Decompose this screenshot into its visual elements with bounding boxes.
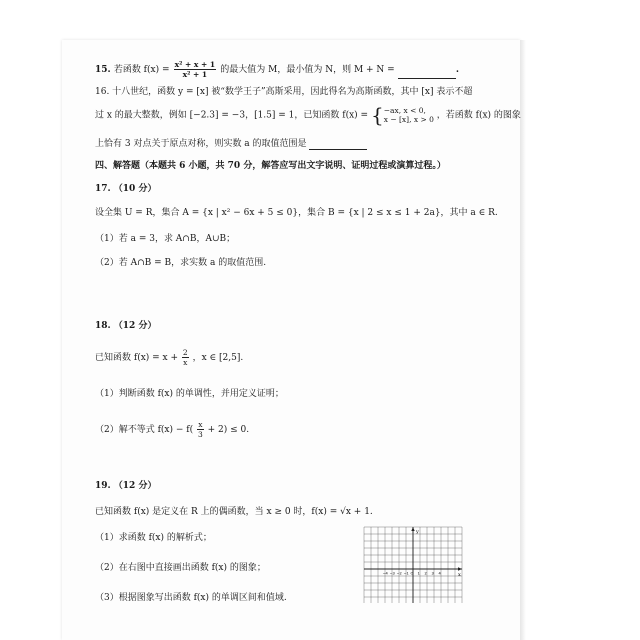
grid-svg [362,525,464,605]
q17-part2: （2）若 A∩B = B，求实数 a 的取值范围. [95,258,267,268]
question-16-line3 [95,138,367,150]
q16-piece-bottom: x − [x], x > 0 [383,115,434,124]
q19-part2: （2）在右图中直接画出函数 f(x) 的图象； [95,563,266,573]
q19-title: 19. （12 分） [95,481,157,491]
question-16-line1: 16. 十八世纪，函数 y = [x] 被“数学王子”高斯采用，因此得名为高斯函数，其中 [x] 表示不超 [95,87,473,97]
q19-part1: （1）求函数 f(x) 的解析式； [95,533,212,543]
question-16-line2 [95,103,521,127]
q18-stem-frac-den: x [183,358,188,367]
x-tick-label: O [410,571,414,576]
q18-part2-fraction [197,420,204,439]
x-tick-label: 3 [431,571,434,576]
q18-stem-pre: 已知函数 f(x) = x + [95,353,179,363]
section-4-heading: 四、解答题（本题共 6 小题，共 70 分，解答应写出文字说明、证明过程或演算过程。） [95,161,446,171]
q19-coordinate-grid [362,525,464,605]
q15-frac-num: x² + x + 1 [174,60,216,69]
q18-part2-frac-num: x [198,420,203,429]
x-tick-label: 2 [424,571,427,576]
q19-stem: 已知函数 f(x) 是定义在 R 上的偶函数，当 x ≥ 0 时，f(x) = √x + 1. [95,507,373,517]
q16-piece-top: −ax, x < 0, [383,106,426,115]
q15-frac-den: x² + 1 [182,70,208,79]
y-axis-arrow [411,527,414,531]
question-15 [95,60,459,79]
x-axis-arrow [458,567,462,570]
q18-stem [95,348,243,367]
q16-line3-text: 上恰有 3 对点关于原点对称，则实数 a 的取值范围是 [95,139,307,149]
q16-answer-blank[interactable] [309,140,367,150]
q15-pre: 若函数 f(x) = [113,65,170,75]
q16-brace: { [370,103,384,127]
q16-piecewise [384,106,434,124]
q17-stem: 设全集 U = R，集合 A = {x | x² − 6x + 5 ≤ 0}，集合 B = {x | 2 ≤ x ≤ 1 + 2a}，其中 a ∈ R. [95,208,498,218]
x-tick-labels [383,572,442,576]
page-edge-shadow [520,40,526,640]
q18-stem-frac-num: 2 [182,348,188,357]
q15-end: . [455,65,459,75]
q15-answer-blank[interactable] [398,69,456,79]
x-tick-label: 1 [417,571,420,576]
q16-line2-post: ，若函数 f(x) 的图象 [436,110,521,121]
x-tick-label: −4 [382,571,388,576]
q18-stem-post: ，x ∈ [2,5]. [192,353,244,363]
q15-fraction [174,60,216,79]
y-axis-label: y [416,529,419,535]
q17-part1: （1）若 a = 3，求 A∩B，A∪B； [95,234,236,244]
x-axis-label: x [458,572,461,578]
q18-part2-frac-den: 3 [198,430,203,439]
q16-line2-pre: 过 x 的最大整数，例如 [−2.3] = −3，[1.5] = 1，已知函数 f(x) = [95,110,369,121]
q18-part2 [95,420,249,439]
x-tick-label: −2 [396,571,402,576]
q18-part2-post: + 2) ≤ 0. [207,425,250,435]
q15-number: 15. [95,65,111,75]
x-tick-label: 4 [438,571,441,576]
x-tick-label: −1 [403,571,409,576]
q18-part2-pre: （2）解不等式 f(x) − f( [95,425,194,435]
q18-part1: （1）判断函数 f(x) 的单调性，并用定义证明； [95,389,284,399]
q18-title: 18. （12 分） [95,321,157,331]
q19-part3: （3）根据图象写出函数 f(x) 的单调区间和值域. [95,593,287,603]
q18-stem-fraction [182,348,189,367]
q15-post: 的最大值为 M，最小值为 N，则 M + N = [220,65,395,75]
q17-title: 17. （10 分） [95,184,157,194]
x-tick-label: −3 [389,571,395,576]
